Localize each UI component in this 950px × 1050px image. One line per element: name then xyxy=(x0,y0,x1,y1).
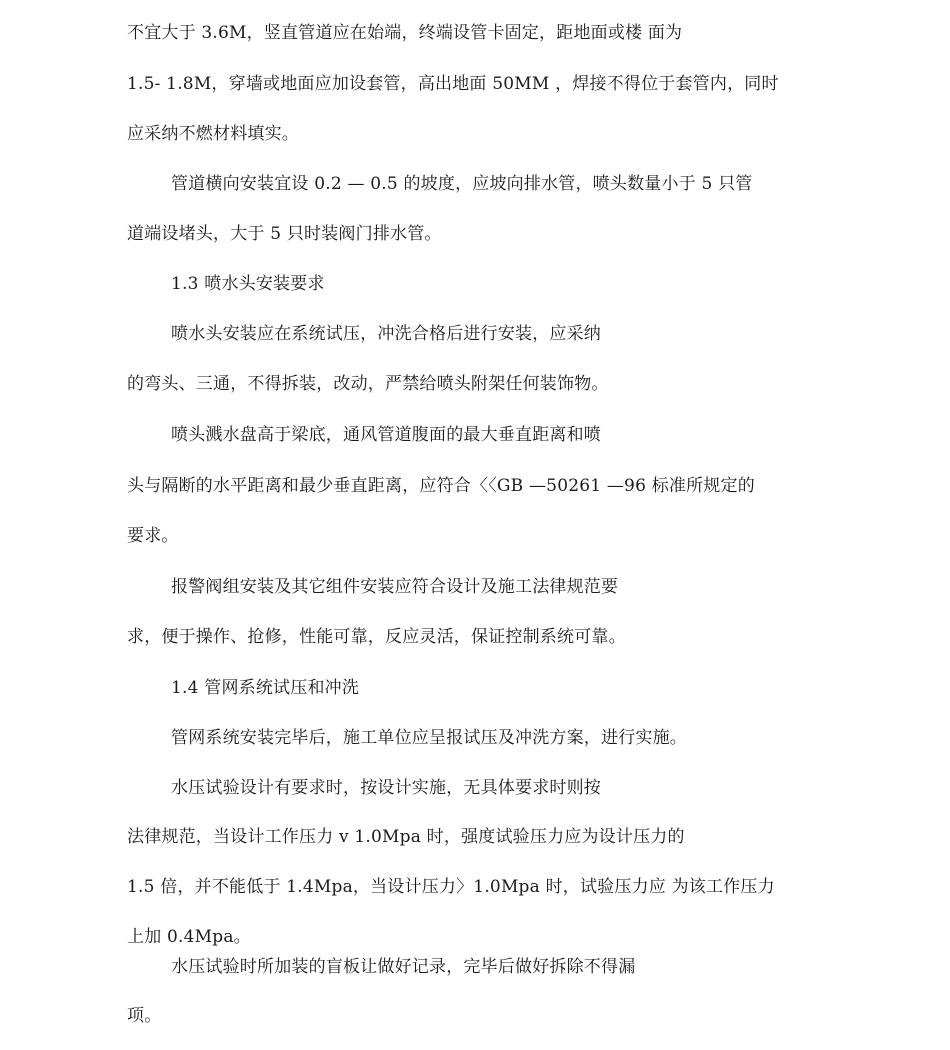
text-line: 法律规范，当设计工作压力 v 1.0Mpa 时，强度试验压力应为设计压力的 xyxy=(127,827,685,847)
text-line: 报警阀组安装及其它组件安装应符合设计及施工法律规范要 xyxy=(171,577,619,597)
text-line: 水压试验设计有要求时，按设计实施，无具体要求时则按 xyxy=(171,778,601,798)
text-line: 求，便于操作、抢修，性能可靠，反应灵活，保证控制系统可靠。 xyxy=(127,627,626,647)
text-line: 管网系统安装完毕后，施工单位应呈报试压及冲洗方案，进行实施。 xyxy=(171,728,687,748)
text-line: 应采纳不燃材料填实。 xyxy=(127,124,299,144)
text-line: 管道横向安装宜设 0.2 — 0.5 的坡度，应坡向排水管，喷头数量小于 5 只管 xyxy=(171,174,753,194)
text-line: 上加 0.4Mpa。 xyxy=(127,927,251,947)
section-heading: 1.4 管网系统试压和冲洗 xyxy=(171,678,360,698)
text-line: 喷头溅水盘高于梁底，通风管道腹面的最大垂直距离和喷 xyxy=(171,425,601,445)
text-line: 的弯头、三通，不得拆装，改动，严禁给喷头附架任何装饰物。 xyxy=(127,374,609,394)
text-line: 不宜大于 3.6M，竖直管道应在始端，终端设管卡固定，距地面或楼 面为 xyxy=(127,23,683,43)
text-line: 头与隔断的水平距离和最少垂直距离，应符合〈〈GB —50261 —96 标准所规定的 xyxy=(127,476,755,496)
text-line: 1.5- 1.8M，穿墙或地面应加设套管，高出地面 50MM ，焊接不得位于套管内，同时 xyxy=(127,74,779,94)
text-line: 要求。 xyxy=(127,526,179,546)
text-line: 喷水头安装应在系统试压，冲洗合格后进行安装，应采纳 xyxy=(171,324,601,344)
text-line: 1.5 倍，并不能低于 1.4Mpa，当设计压力〉1.0Mpa 时，试验压力应 为该工作压力 xyxy=(127,877,775,897)
text-line: 道端设堵头，大于 5 只时装阀门排水管。 xyxy=(127,224,442,244)
text-line: 项。 xyxy=(127,1006,162,1026)
section-heading: 1.3 喷水头安装要求 xyxy=(171,274,325,294)
text-line: 水压试验时所加装的盲板让做好记录，完毕后做好拆除不得漏 xyxy=(171,957,636,977)
